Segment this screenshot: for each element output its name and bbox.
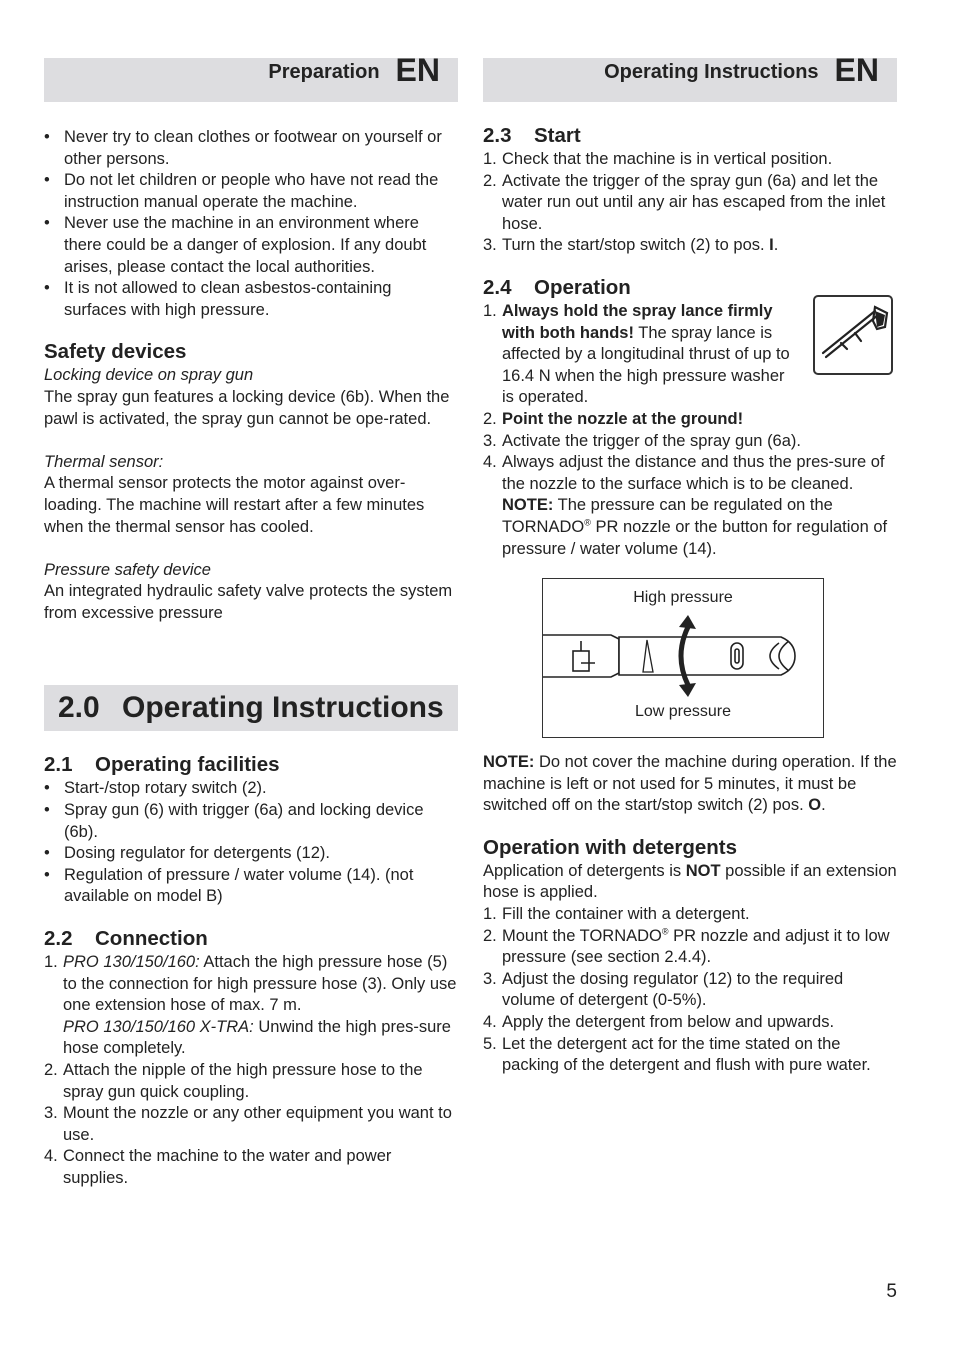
locking-device-text: The spray gun features a locking device (6b). When the pawl is activated, the spray gun cannot be ope-rated. [44,387,450,428]
list-item: 5. Let the detergent act for the time stated on the packing of the detergent and flush with pure water. [483,1034,871,1075]
list-item: 4. Connect the machine to the water and power supplies. [44,1147,392,1187]
low-pressure-label: Low pressure [634,703,732,721]
step-text: Activate the trigger of the spray gun (6a). [502,431,801,450]
section-number: 2.4 [483,275,512,299]
start-steps [483,149,897,257]
list-item: 2. Attach the nipple of the high pressure hose to the spray gun quick coupling. [44,1061,423,1101]
detergents-heading: Operation with detergents [483,835,737,859]
warning-text: Always hold the spray lance firmly with both hands! [502,301,773,342]
section-number: 2.2 [44,927,73,951]
list-item: 3. Activate the trigger of the spray gun (6a). [483,431,801,450]
list-item: • Never try to clean clothes or footwear on yourself or other persons. [44,127,458,170]
list-item: 1. Check that the machine is in vertical position. [483,150,833,168]
safety-devices-heading: Safety devices [44,340,187,364]
intro-text: Application of detergents is [483,861,682,880]
warning-text: Point the nozzle at the ground! [502,409,744,428]
chapter-number: 2.0 [58,691,100,725]
page-number: 5 [886,1281,897,1302]
list-item: • Start-/stop rotary switch (2). [44,778,458,800]
list-item: • Regulation of pressure / water volume (14). (not available on model B) [44,865,458,908]
right-section-header [483,52,897,102]
step-text: PR nozzle and adjust it to low pressure (see section 2.4.4). [502,926,890,967]
intro-text: possible if an extension hose is applied. [483,861,897,902]
step-text: Fill the container with a detergent. [502,905,750,924]
switch-position: I [769,236,774,255]
connection-steps [44,952,458,1190]
high-pressure-label: High pressure [633,589,733,607]
note-label: NOTE: [483,753,535,772]
thermal-sensor-text: A thermal sensor protects the motor against over-loading. The machine will restart after a few minutes when the thermal sensor has cooled. [44,474,425,536]
section-2-2-heading [44,926,458,952]
step-text: Adjust the dosing regulator (12) to the required volume of detergent (0-5%). [502,969,844,1010]
spray-gun-icon [813,295,893,375]
list-item: • Dosing regulator for detergents (12). [44,843,458,865]
step-text: Turn the start/stop switch (2) to pos. [502,236,765,255]
punct: . [773,236,779,255]
thermal-sensor-subheading: Thermal sensor: [44,452,164,471]
preparation-bullet-list [44,127,458,321]
list-item: 1. Fill the container with a detergent. [483,905,750,924]
list-item: • It is not allowed to clean asbestos-containing surfaces with high pressure. [44,278,458,321]
step-text: The spray lance is affected by a longitudinal thrust of up to 16.4 N when the high pressure washer is operated. [502,323,790,407]
step-text: Always adjust the distance and thus the pres-sure of the nozzle to the surface which is to be cleaned. [502,453,885,493]
list-item: 2. Point the nozzle at the ground! [483,409,744,428]
list-item: • Do not let children or people who have not read the instruction manual operate the machine. [44,170,458,213]
right-header-title: Operating Instructions [604,61,819,83]
list-item: 2. Mount the TORNADO® PR nozzle and adjust it to low pressure (see section 2.4.4). [483,926,890,967]
step-text: Unwind the high pres-sure hose completely. [63,1017,451,1058]
list-item: 4. Always adjust the distance and thus the pres-sure of the nozzle to the surface which is to be cleaned. NOTE: The pressure can be regulated on the TORNADO® PR nozzle or the button for regulation of pressure / water volume (14). [483,453,888,558]
registered-mark: ® [584,517,591,528]
registered-mark: ® [661,926,669,937]
chapter-title: Operating Instructions [122,691,444,725]
operation-note [483,752,897,817]
list-item: 1. PRO 130/150/160: Attach the high pressure hose (5) to the connection for high pressure hose (3). Only use one extension hose of max. 7 m. PRO 130/150/160 X-TRA: Unwind the high pres-sure hose completely. [44,953,457,1058]
note-text: Do not cover the machine during operation. If the machine is left or not used for 5 minutes, it must be switched off on the start/stop switch (2) pos. [483,753,897,815]
step-text: Attach the high pressure hose (5) to the connection for high pressure hose (3). Only use one extension hose of max. 7 m. [63,953,457,1015]
section-2-1-heading [44,752,458,778]
section-number: 2.1 [44,753,73,777]
left-section-header [44,52,458,102]
step-text: PR nozzle or the button for regulation of pressure / water volume (14). [502,517,888,558]
emphasis: NOT [685,861,721,880]
model-name-xtra: PRO 130/150/160 X-TRA: [63,1017,254,1036]
pressure-safety-subheading: Pressure safety device [44,560,211,579]
right-column [483,52,897,1077]
section-number: 2.3 [483,124,512,147]
step-text: Activate the trigger of the spray gun (6a) and let the water run out until any air has escaped from the inlet hose. [502,171,886,233]
left-header-title: Preparation [268,61,380,83]
pressure-safety-text: An integrated hydraulic safety valve protects the system from excessive pressure [44,582,453,622]
chapter-heading [44,685,458,731]
list-item: 3. Turn the start/stop switch (2) to pos. I. [483,236,779,255]
list-item: 3. Mount the nozzle or any other equipment you want to use. [44,1104,452,1144]
right-header-lang: EN [834,52,879,88]
section-2-3-heading [483,123,897,149]
section-title: Operation [534,275,631,299]
section-title: Connection [95,927,208,951]
list-item: • Spray gun (6) with trigger (6a) and locking device (6b). [44,800,458,843]
step-text: The pressure can be regulated on the TORNADO [502,496,833,536]
operating-facilities-list [44,778,458,908]
punct: . [821,796,826,815]
step-text: Connect the machine to the water and power supplies. [63,1147,392,1187]
detergents-intro [483,861,897,904]
list-item: 3. Adjust the dosing regulator (12) to the required volume of detergent (0-5%). [483,969,844,1010]
step-text: Let the detergent act for the time stated on the packing of the detergent and flush with pure water. [502,1034,871,1075]
list-item: 4. Apply the detergent from below and upwards. [483,1013,835,1032]
note-label: NOTE: [502,496,554,515]
switch-position: O [808,796,822,815]
step-text: Attach the nipple of the high pressure hose to the spray gun quick coupling. [63,1061,423,1101]
left-column [44,52,458,1190]
step-text: Apply the detergent from below and upwards. [502,1013,835,1032]
list-item: 2. Activate the trigger of the spray gun (6a) and let the water run out until any air has escaped from the inlet hose. [483,171,886,233]
step-text: Mount the nozzle or any other equipment you want to use. [63,1104,452,1144]
list-item: • Never use the machine in an environment where there could be a danger of explosion. If any doubt arises, please contact the local authorities. [44,213,458,278]
locking-device-subheading: Locking device on spray gun [44,366,254,385]
nozzle-pressure-figure [542,578,824,738]
section-title: Operating facilities [95,753,280,777]
detergent-steps [483,904,897,1077]
step-text: Mount the TORNADO [502,926,662,945]
list-item: 1. Always hold the spray lance firmly with both hands! The spray lance is affected by a longitudinal thrust of up to 16.4 N when the high pressure washer is operated. [483,301,790,407]
step-text: Check that the machine is in vertical position. [502,150,833,168]
model-name: PRO 130/150/160: [63,953,200,972]
left-header-lang: EN [395,52,440,88]
section-title: Start [534,124,581,147]
